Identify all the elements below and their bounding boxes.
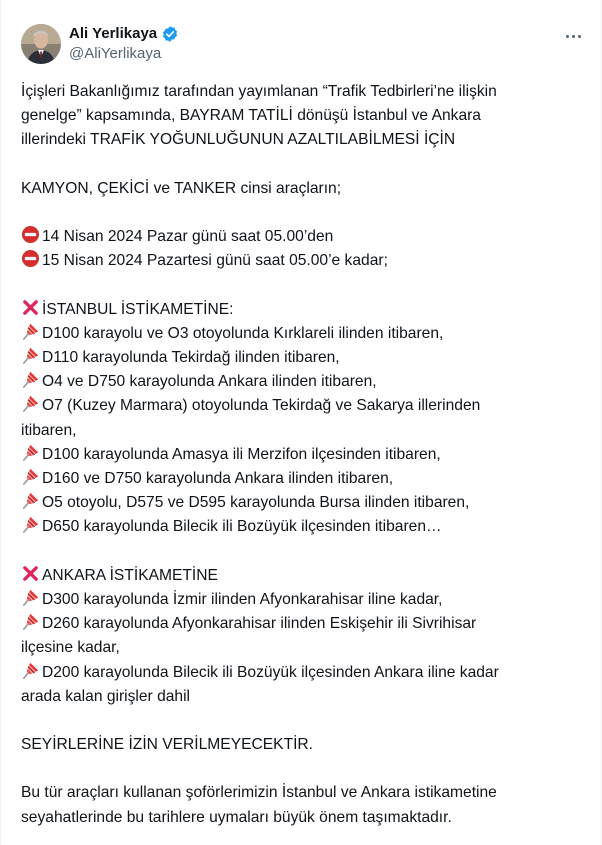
tweet-line-text: O5 otoyolu, D575 ve D595 karayolunda Bursa ilinden itibaren, — [42, 494, 470, 512]
tweet-line — [21, 249, 581, 273]
pushpin-icon — [21, 322, 40, 349]
tweet-line-text: ANKARA İSTİKAMETİNE — [42, 566, 218, 584]
tweet-line-text: D260 karayolunda Afyonkarahisar ilinden Eskişehir ili Sivrihisar — [42, 615, 477, 633]
tweet-line-text: D100 karayolu ve O3 otoyolunda Kırklareli ilinden itibaren, — [42, 324, 444, 342]
tweet-line — [21, 394, 581, 418]
tweet-line — [21, 781, 581, 805]
pushpin-icon — [21, 346, 40, 373]
tweet-line — [21, 419, 581, 443]
tweet-line-text: D100 karayolunda Amasya ili Merzifon ilçesinden itibaren, — [42, 445, 441, 463]
tweet-line-text: O7 (Kuzey Marmara) otoyolunda Tekirdağ ve Sakarya illerinden — [42, 397, 481, 415]
avatar[interactable] — [21, 24, 61, 64]
tweet-line-text: İçişleri Bakanlığımız tarafından yayımlanan “Trafik Tedbirleri’ne ilişkin — [21, 83, 497, 100]
pushpin-icon — [21, 394, 40, 421]
tweet-line — [21, 80, 581, 104]
blank-line — [21, 274, 581, 298]
tweet-line — [21, 733, 581, 757]
tweet-line-text: illerindeki TRAFİK YOĞUNLUĞUNUN AZALTILABİLMESİ İÇİN — [21, 131, 456, 149]
tweet-line-text: seyahatlerinde bu tarihlere uymaları büyük önem taşımaktadır. — [21, 808, 452, 826]
tweet-line — [21, 467, 581, 491]
no-entry-icon — [21, 225, 40, 252]
pushpin-icon — [21, 443, 40, 470]
tweet-line-text: İSTANBUL İSTİKAMETİNE: — [42, 300, 234, 318]
tweet-line-text: itibaren, — [21, 421, 77, 439]
tweet-line-text: Bu tür araçları kullanan şoförlerimizin İstanbul ve Ankara istikametine — [21, 784, 497, 802]
tweet-line-text: ilçesine kadar, — [21, 639, 120, 657]
author-handle[interactable]: @AliYerlikaya — [69, 45, 162, 62]
tweet-line — [21, 443, 581, 467]
author-names — [69, 24, 179, 64]
tweet-line-text: arada kalan girişler dahil — [21, 687, 191, 705]
tweet-line — [21, 322, 581, 346]
tweet-line — [21, 177, 581, 201]
cross-mark-icon — [21, 564, 40, 591]
tweet-line-text: 14 Nisan 2024 Pazar günü saat 05.00’den — [42, 228, 334, 246]
more-options-icon[interactable] — [561, 26, 585, 46]
tweet-line — [21, 104, 581, 128]
tweet-line — [21, 515, 581, 539]
tweet-line — [21, 588, 581, 612]
tweet-line-text: SEYİRLERİNE İZİN VERİLMEYECEKTİR. — [21, 736, 314, 754]
pushpin-icon — [21, 467, 40, 494]
tweet-line-text: D300 karayolunda İzmir ilinden Afyonkarahisar iline kadar, — [42, 590, 443, 608]
author-name-row[interactable] — [69, 24, 179, 44]
pushpin-icon — [21, 588, 40, 615]
blank-line — [21, 201, 581, 225]
tweet-line-text: D650 karayolunda Bilecik ili Bozüyük ilçesinden itibaren… — [42, 518, 442, 536]
tweet-line — [21, 636, 581, 660]
tweet-line — [21, 685, 581, 709]
tweet-line-text: 15 Nisan 2024 Pazartesi günü saat 05.00’e kadar; — [42, 252, 388, 270]
blank-line — [21, 540, 581, 564]
tweet-line — [21, 128, 581, 152]
tweet-line — [21, 612, 581, 636]
tweet-line — [21, 298, 581, 322]
tweet-line — [21, 564, 581, 588]
pushpin-icon — [21, 515, 40, 542]
tweet-line — [21, 491, 581, 515]
tweet-line-text: O4 ve D750 karayolunda Ankara ilinden itibaren, — [42, 373, 377, 391]
tweet-line-text: D110 karayolunda Tekirdağ ilinden itibaren, — [42, 349, 340, 367]
pushpin-icon — [21, 661, 40, 688]
tweet-line-text: KAMYON, ÇEKİCİ ve TANKER cinsi araçların; — [21, 179, 342, 197]
pushpin-icon — [21, 612, 40, 639]
tweet-line — [21, 661, 581, 685]
tweet-text — [21, 80, 581, 830]
verified-badge-icon — [161, 25, 179, 43]
blank-line — [21, 709, 581, 733]
tweet-header — [21, 20, 585, 68]
blank-line — [21, 757, 581, 781]
tweet-line — [21, 806, 581, 830]
tweet-line-text: D160 ve D750 karayolunda Ankara ilinden itibaren, — [42, 470, 394, 487]
tweet-line-text: D200 karayolunda Bilecik ili Bozüyük ilçesinden Ankara iline kadar — [42, 663, 499, 681]
tweet-line — [21, 370, 581, 394]
no-entry-icon — [21, 249, 40, 276]
blank-line — [21, 153, 581, 177]
pushpin-icon — [21, 370, 40, 397]
author-display-name[interactable]: Ali Yerlikaya — [69, 25, 158, 42]
tweet-line — [21, 225, 581, 249]
pushpin-icon — [21, 491, 40, 518]
tweet-line — [21, 346, 581, 370]
tweet-line-text: genelge” kapsamında, BAYRAM TATİLİ dönüşü İstanbul ve Ankara — [21, 107, 481, 125]
cross-mark-icon — [21, 298, 40, 325]
